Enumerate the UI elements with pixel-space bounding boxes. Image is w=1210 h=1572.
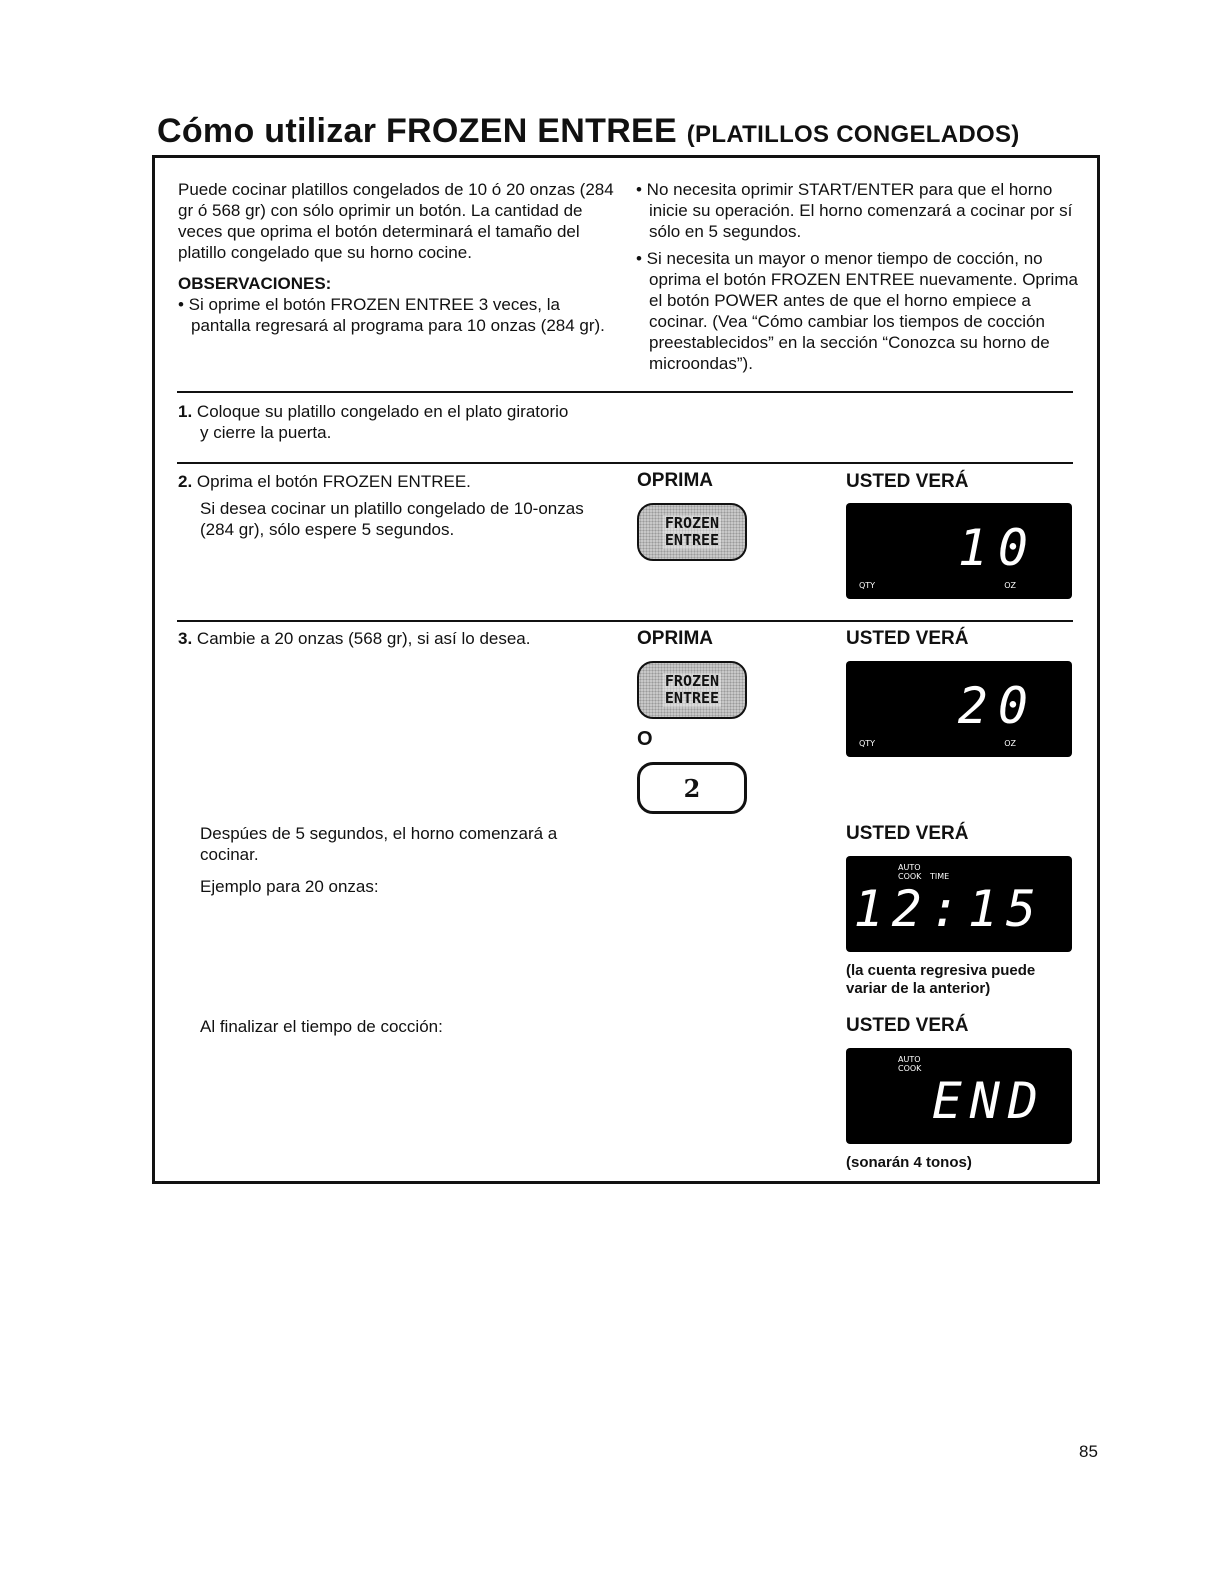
frozen-entree-button[interactable] (637, 503, 747, 561)
step-2 (178, 471, 618, 540)
divider (177, 620, 1073, 622)
note-bullet-1: • No necesita oprimir START/ENTER para que el horno inicie su operación. El horno comenzará a cocinar por sí sólo en 5 segundos. (636, 180, 1073, 241)
you-see-header: USTED VERÁ (846, 1015, 969, 1036)
cook-indicator: COOK (898, 1064, 922, 1073)
countdown-caption: (la cuenta regresiva puede variar de la anterior) (846, 962, 1036, 997)
page-number: 85 (1079, 1442, 1098, 1461)
button-label: ENTREE (664, 689, 720, 707)
display-digits: 10 (957, 519, 1038, 577)
you-see-header: USTED VERÁ (846, 823, 969, 844)
press-header: OPRIMA (637, 628, 713, 649)
oz-indicator: OZ (1004, 739, 1016, 748)
button-label: ENTREE (664, 531, 720, 549)
step-subtext: y cierre la puerta. (200, 423, 332, 442)
intro-right-column (636, 179, 1086, 374)
press-header: OPRIMA (637, 470, 713, 491)
finish-text: Al finalizar el tiempo de cocción: (200, 1017, 443, 1036)
observation-bullet: • Si oprime el botón FROZEN ENTREE 3 veces, la pantalla regresará al programa para 10 onzas (284 gr). (178, 295, 605, 335)
step-subtext: Si desea cocinar un platillo congelado de 10-onzas (284 gr), sólo espere 5 segundos. (200, 499, 584, 539)
step-text: Coloque su platillo congelado en el plato giratorio (196, 402, 569, 421)
intro-paragraph: Puede cocinar platillos congelados de 10 ó 20 onzas (284 gr ó 568 gr) con sólo oprimir un botón. La cantidad de veces que oprima el botón determinará el tamaño del platillo congelado que su horno cocine. (178, 180, 614, 262)
or-label: O (637, 728, 653, 750)
step-text: Cambie a 20 onzas (568 gr), si así lo desea. (196, 629, 531, 648)
display-end (846, 1048, 1072, 1144)
auto-indicator: AUTO (898, 863, 921, 872)
display-digits: 12:15 (853, 880, 1044, 938)
you-see-header: USTED VERÁ (846, 471, 969, 492)
after-text: Despúes de 5 segundos, el horno comenzará a cocinar. (200, 824, 558, 864)
button-label: FROZEN (664, 672, 720, 690)
divider (177, 462, 1073, 464)
button-label: FROZEN (664, 514, 720, 532)
cook-indicator: COOK (898, 872, 922, 881)
display-digits: END (931, 1072, 1046, 1130)
title-main: Cómo utilizar FROZEN ENTREE (157, 112, 678, 150)
auto-indicator: AUTO (898, 1055, 921, 1064)
step-1 (178, 401, 618, 443)
qty-indicator: QTY (859, 581, 876, 590)
display-cook-time (846, 856, 1072, 952)
step-number: 2. (178, 472, 193, 491)
intro-left-column (178, 179, 623, 336)
frozen-entree-button[interactable] (637, 661, 747, 719)
step-text: Oprima el botón FROZEN ENTREE. (196, 472, 471, 491)
note-bullet-2: • Si necesita un mayor o menor tiempo de cocción, no oprima el botón FROZEN ENTREE nuevamente. Oprima el botón POWER antes de que el horno empiece a cocinar. (Vea “Cómo cambiar los tiempos de cocción preestablecidos” en la sección “Conozca su horno de microondas”). (636, 249, 1078, 373)
qty-indicator: QTY (859, 739, 876, 748)
number-2-button[interactable]: 2 (637, 762, 747, 814)
tones-caption: (sonarán 4 tonos) (846, 1154, 972, 1171)
step-number: 3. (178, 629, 193, 648)
step-3 (178, 628, 618, 649)
example-text: Ejemplo para 20 onzas: (200, 877, 379, 896)
page-title (157, 112, 1020, 151)
step-number: 1. (178, 402, 193, 421)
you-see-header: USTED VERÁ (846, 628, 969, 649)
display-digits: 20 (957, 677, 1038, 735)
title-subtitle: (PLATILLOS CONGELADOS) (686, 121, 1020, 148)
time-indicator: TIME (930, 872, 950, 881)
oz-indicator: OZ (1004, 581, 1016, 590)
display-10oz (846, 503, 1072, 599)
display-20oz (846, 661, 1072, 757)
divider (177, 391, 1073, 393)
observations-label: OBSERVACIONES: (178, 274, 332, 293)
